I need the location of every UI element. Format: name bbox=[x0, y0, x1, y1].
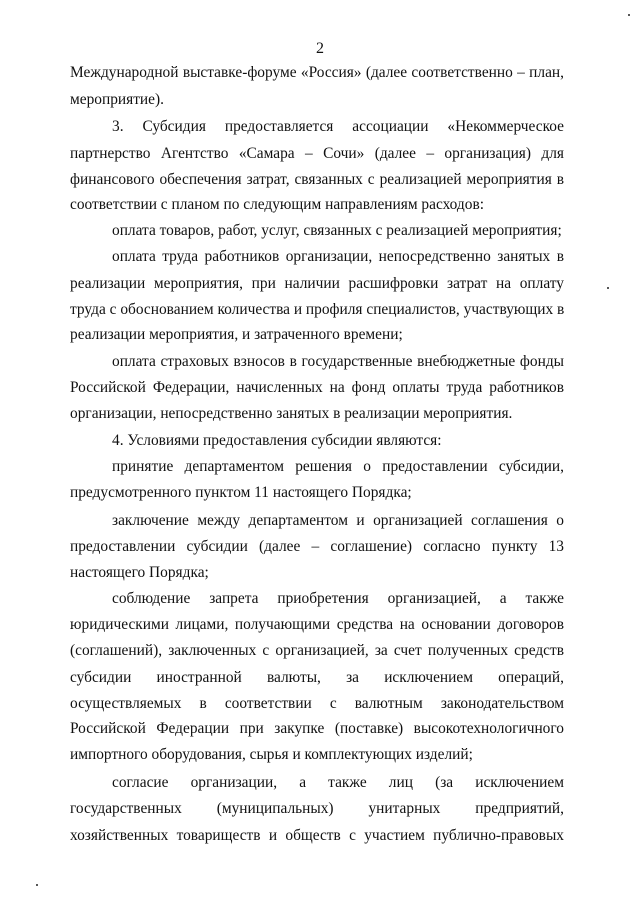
text-line: мероприятие). bbox=[70, 91, 164, 108]
text-line: оплата труда работников организации, непосредственно занятых в bbox=[112, 248, 564, 265]
text-line: 4. Условиями предоставления субсидии являются: bbox=[112, 432, 442, 449]
text-line: соответствии с планом по следующим направлениям расходов: bbox=[70, 196, 485, 213]
text-line: Российской Федерации, начисленных на фонд оплаты труда работников bbox=[70, 379, 564, 396]
page-number: 2 bbox=[316, 40, 324, 57]
text-line: субсидии иностранной валюты, за исключением операций, bbox=[70, 669, 564, 686]
text-line: 3. Субсидия предоставляется ассоциации «Некоммерческое bbox=[112, 118, 564, 135]
text-line: труда с обоснованием количества и профиля специалистов, участвующих в bbox=[70, 301, 565, 318]
text-line: согласие организации, а также лиц (за исключением bbox=[112, 774, 564, 791]
text-line: предоставлении субсидии (далее – соглашение) согласно пункту 13 bbox=[70, 538, 564, 555]
text-line: оплата страховых взносов в государственные внебюджетные фонды bbox=[112, 353, 564, 370]
text-line: Международной выставке-форуме «Россия» (далее соответственно – план, bbox=[70, 64, 564, 81]
text-line: реализации мероприятия, и затраченного времени; bbox=[70, 326, 403, 343]
scan-speck bbox=[607, 287, 609, 289]
scan-speck bbox=[628, 14, 630, 16]
text-line: Российской Федерации при закупке (поставке) высокотехнологичного bbox=[70, 720, 564, 737]
text-line: хозяйственных товариществ и обществ с участием публично-правовых bbox=[70, 827, 564, 844]
text-line: импортного оборудования, сырья и комплектующих изделий; bbox=[70, 746, 473, 763]
text-line: финансового обеспечения затрат, связанных с реализацией мероприятия в bbox=[70, 171, 564, 188]
text-line: реализации мероприятия, при наличии расшифровки затрат на оплату bbox=[70, 275, 564, 292]
text-line: предусмотренного пунктом 11 настоящего Порядка; bbox=[70, 484, 412, 501]
text-line: осуществляемых в соответствии с валютным законодательством bbox=[70, 695, 564, 712]
text-line: оплата товаров, работ, услуг, связанных с реализацией мероприятия; bbox=[112, 222, 562, 239]
text-line: заключение между департаментом и организацией соглашения о bbox=[112, 512, 564, 529]
text-line: партнерство Агентство «Самара – Сочи» (далее – организация) для bbox=[70, 145, 564, 162]
text-line: соблюдение запрета приобретения организацией, а также bbox=[112, 590, 564, 607]
text-line: юридическими лицами, получающими средства на основании договоров bbox=[70, 616, 564, 633]
scan-speck bbox=[36, 884, 38, 886]
text-line: организации, непосредственно занятых в реализации мероприятия. bbox=[70, 405, 513, 422]
text-line: государственных (муниципальных) унитарных предприятий, bbox=[70, 800, 564, 817]
text-line: (соглашений), заключенных с организацией, за счет полученных средств bbox=[70, 642, 564, 659]
text-line: настоящего Порядка; bbox=[70, 564, 209, 581]
text-line: принятие департаментом решения о предоставлении субсидии, bbox=[112, 458, 564, 475]
